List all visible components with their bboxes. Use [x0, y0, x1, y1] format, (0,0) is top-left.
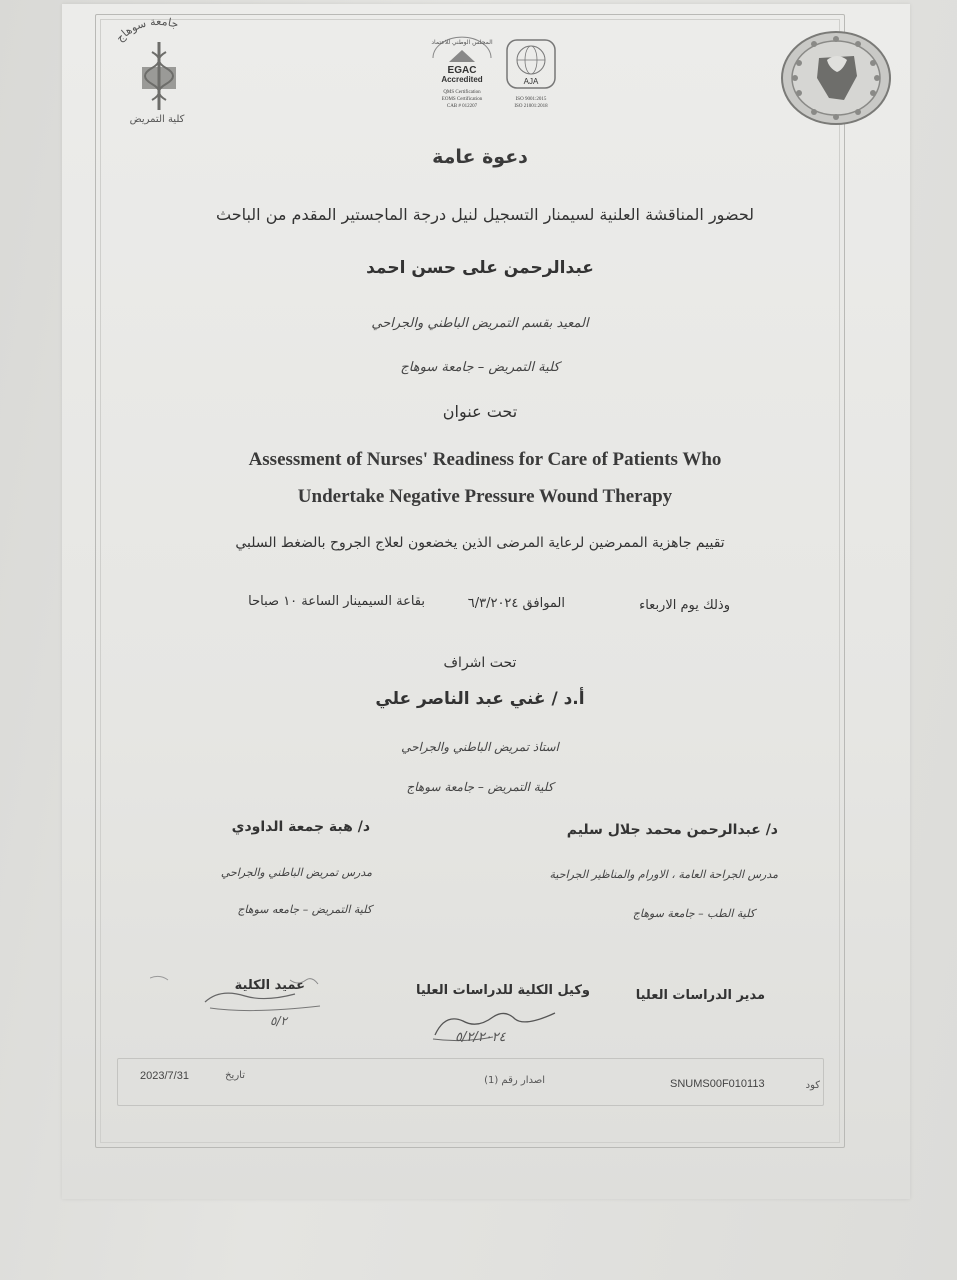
- eoms-text: EOMS Certification: [441, 97, 483, 102]
- researcher-faculty: كلية التمريض – جامعة سوهاج: [400, 360, 560, 375]
- vice-dean-signature: [425, 1003, 575, 1053]
- co-supervisor-left-name: د/ هبة جمعة الداودي: [231, 819, 370, 835]
- logo-top-text: جامعة سوهاج: [113, 15, 181, 45]
- invitation-intro: لحضور المناقشة العلنية لسيمنار التسجيل لنيل درجة الماجستير المقدم من الباحث: [215, 205, 755, 224]
- footer-code-label: كود: [805, 1080, 820, 1091]
- co-supervisor-right-faculty: كلية الطب – جامعة سوهاج: [632, 907, 755, 920]
- co-supervisor-left-role: مدرس تمريض الباطني والجراحي: [220, 866, 372, 879]
- thesis-title-ar: تقييم جاهزية الممرضين لرعاية المرضى الذين يخضعون لعلاج الجروح بالضغط السلبي: [235, 535, 725, 551]
- seminar-place-time: بقاعة السيمينار الساعة ١٠ صباحا: [248, 594, 425, 609]
- footer-issue: اصدار رقم (1): [484, 1075, 545, 1086]
- vice-dean-sign-date: ٥/٢/٢٠٢٤: [455, 1030, 506, 1045]
- seminar-date: الموافق ٦/٣/٢٠٢٤: [467, 596, 565, 611]
- vice-dean-label: وكيل الكلية للدراسات العليا: [415, 983, 590, 998]
- researcher-role: المعيد بقسم التمريض الباطني والجراحي: [371, 316, 589, 331]
- main-supervisor-faculty: كلية التمريض – جامعة سوهاج: [406, 780, 554, 794]
- dean-signature: [150, 970, 330, 1020]
- co-supervisor-left-faculty: كلية التمريض – جامعه سوهاج: [237, 903, 372, 916]
- thesis-title-en-line2: Undertake Negative Pressure Wound Therapy: [297, 486, 673, 507]
- qms-text: QMS Certification: [443, 90, 481, 95]
- footer-date-label: تاريخ: [225, 1070, 245, 1081]
- thesis-title-en-line1: Assessment of Nurses' Readiness for Care of Patients Who: [248, 449, 722, 470]
- seminar-day: وذلك يوم الاربعاء: [639, 598, 730, 613]
- footer-code-value: SNUMS00F010113: [670, 1078, 765, 1090]
- iso-21001-text: ISO 21001:2018: [514, 104, 548, 109]
- researcher-name: عبدالرحمن على حسن احمد: [366, 258, 594, 278]
- postgrad-director-label: مدير الدراسات العليا: [635, 988, 765, 1003]
- invitation-title: دعوة عامة: [432, 146, 528, 168]
- faculty-nursing-logo: [97, 12, 217, 127]
- supervision-title: تحت اشراف: [443, 655, 517, 671]
- egac-name: EGAC: [447, 65, 477, 76]
- co-supervisor-right-name: د/ عبدالرحمن محمد جلال سليم: [566, 822, 778, 838]
- accreditation-logos: [425, 30, 565, 120]
- footer-date-value: 2023/7/31: [140, 1070, 189, 1082]
- university-seal-logo: [779, 28, 894, 128]
- dean-label: عميد الكلية: [234, 978, 305, 993]
- main-supervisor-role: استاذ تمريض الباطني والجراحي: [401, 740, 559, 754]
- egac-arabic-text: المجلس الوطني للاعتماد: [431, 39, 493, 46]
- logo-bottom-text: كلية التمريض: [129, 114, 185, 125]
- co-supervisor-right-role: مدرس الجراحة العامة ، الاورام والمناظير الجراحية: [549, 868, 778, 881]
- main-supervisor-name: أ.د / غني عبد الناصر علي: [375, 689, 585, 709]
- egac-sub: Accredited: [441, 75, 483, 84]
- aja-name: AJA: [523, 77, 539, 86]
- under-title-label: تحت عنوان: [442, 402, 518, 421]
- cab-text: CAB # 012207: [446, 104, 478, 109]
- dean-sign-date: ٥/٢: [270, 1014, 287, 1028]
- iso-9001-text: ISO 9001:2015: [515, 97, 547, 102]
